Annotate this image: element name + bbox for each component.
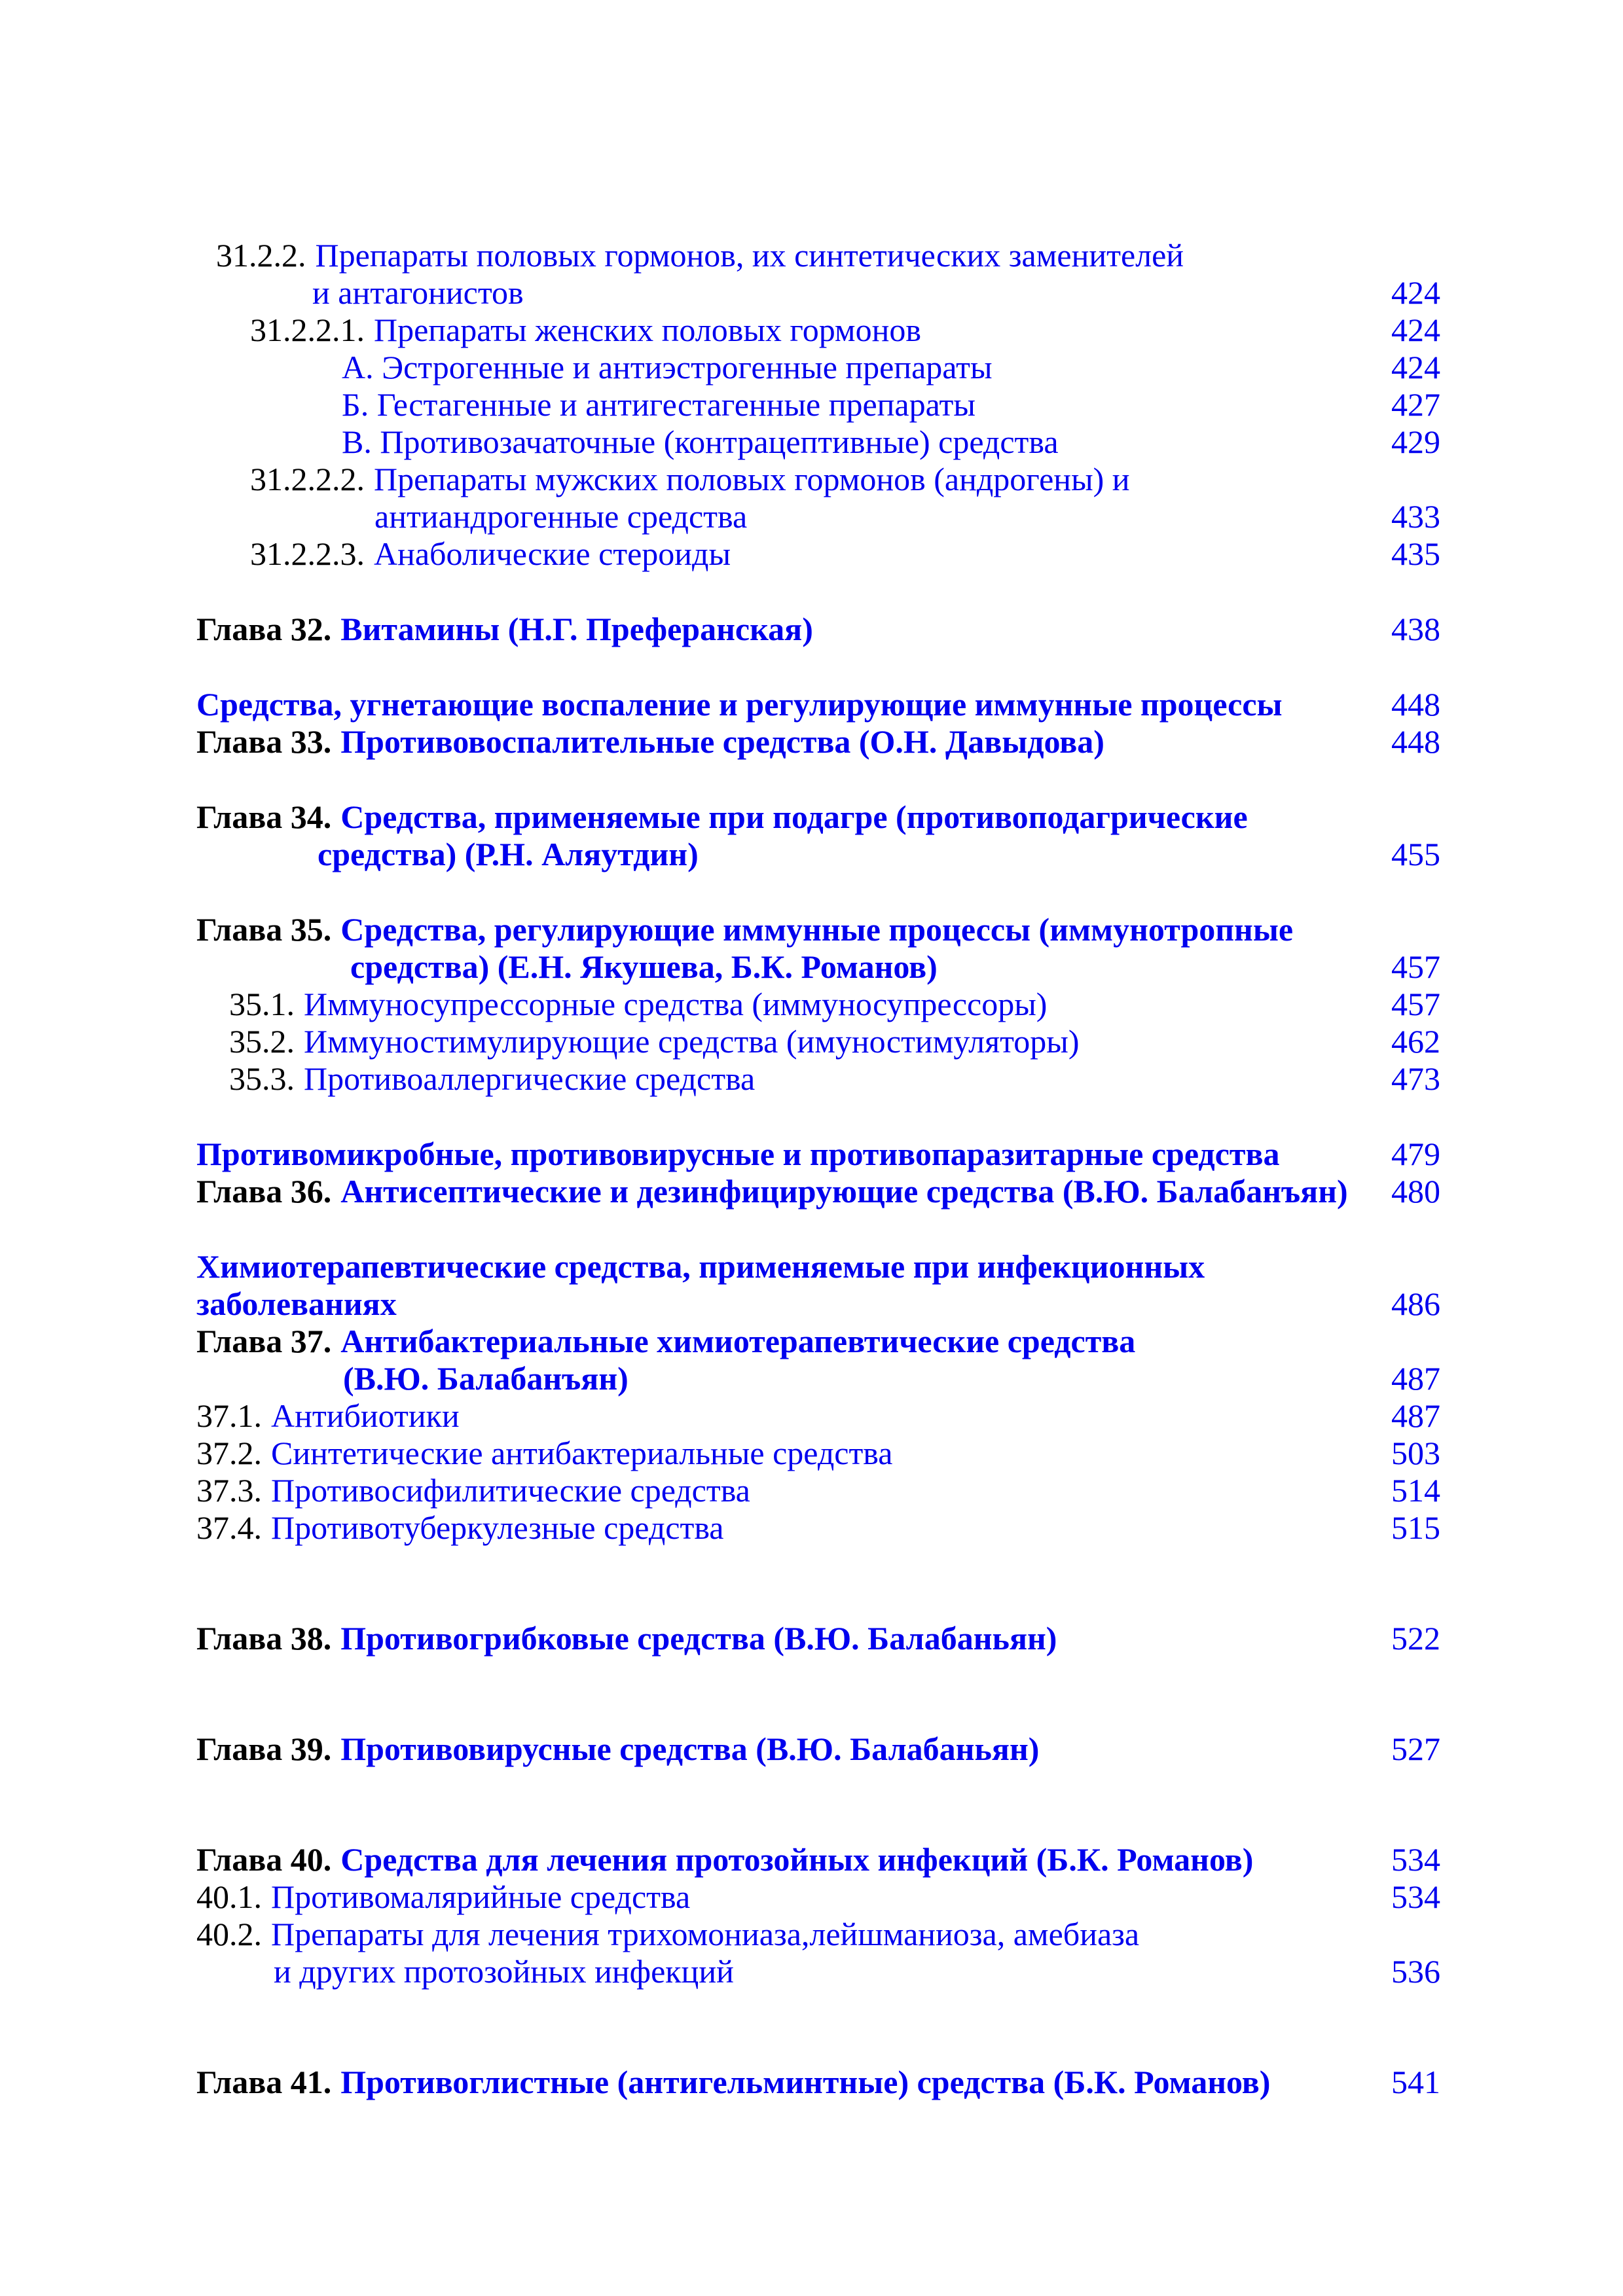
row-title: Препараты мужских половых гормонов (андрогены) и bbox=[374, 461, 1130, 497]
row-page-number: 515 bbox=[1391, 1509, 1440, 1546]
toc-row bbox=[196, 1841, 1440, 1878]
toc-row bbox=[196, 1731, 1440, 1768]
toc-row bbox=[196, 274, 1440, 312]
row-entry bbox=[196, 1397, 1391, 1435]
toc-row bbox=[196, 423, 1440, 461]
row-entry bbox=[196, 1916, 1440, 1953]
row-page-number: 503 bbox=[1391, 1435, 1440, 1471]
row-title: Противогрибковые средства (В.Ю. Балабаньян) bbox=[340, 1620, 1057, 1657]
toc-row bbox=[196, 1472, 1440, 1509]
toc-row bbox=[196, 2064, 1440, 2101]
row-number-prefix: Глава 38. bbox=[196, 1620, 332, 1657]
row-entry bbox=[196, 2064, 1391, 2101]
row-title: (В.Ю. Балабанъян) bbox=[343, 1360, 629, 1397]
row-page-number: 480 bbox=[1391, 1173, 1440, 1210]
toc-row bbox=[196, 1248, 1440, 1285]
toc-row bbox=[196, 461, 1440, 498]
row-title: Противоаллергические средства bbox=[304, 1060, 756, 1097]
row-title: Противомалярийные средства bbox=[271, 1878, 691, 1915]
row-page-number: 534 bbox=[1391, 1841, 1440, 1878]
toc-row bbox=[196, 948, 1440, 986]
row-entry bbox=[196, 1509, 1391, 1547]
row-page-number: 435 bbox=[1391, 535, 1440, 572]
row-page-number: 427 bbox=[1391, 386, 1440, 423]
row-title: антиандрогенные средства bbox=[374, 498, 748, 535]
row-title: Средства, применяемые при подагре (противоподагрические bbox=[340, 798, 1248, 835]
row-title: и других протозойных инфекций bbox=[274, 1953, 734, 1990]
toc-row bbox=[196, 911, 1440, 948]
row-page-number: 433 bbox=[1391, 498, 1440, 535]
row-entry bbox=[196, 1731, 1391, 1768]
row-page-number: 424 bbox=[1391, 312, 1440, 348]
row-page-number: 457 bbox=[1391, 948, 1440, 985]
row-title: Средства, регулирующие иммунные процессы (иммунотропные bbox=[340, 911, 1294, 948]
row-title: Препараты половых гормонов, их синтетических заменителей bbox=[315, 237, 1184, 274]
row-title: В. Противозачаточные (контрацептивные) средства bbox=[342, 423, 1059, 460]
row-title: Препараты женских половых гормонов bbox=[374, 312, 921, 348]
row-title: Антибактериальные химиотерапевтические средства bbox=[340, 1323, 1136, 1359]
row-page-number: 514 bbox=[1391, 1472, 1440, 1509]
row-entry bbox=[196, 1023, 1391, 1060]
row-entry bbox=[196, 1435, 1391, 1472]
row-page-number: 424 bbox=[1391, 274, 1440, 311]
row-title: Антисептические и дезинфицирующие средства (В.Ю. Балабанъян) bbox=[340, 1173, 1348, 1210]
row-number-prefix: 37.4. bbox=[196, 1509, 262, 1546]
row-title: Анаболические стероиды bbox=[374, 535, 731, 572]
row-number-prefix: Глава 41. bbox=[196, 2064, 332, 2100]
toc-row bbox=[196, 798, 1440, 836]
toc-row bbox=[196, 723, 1440, 761]
row-entry bbox=[196, 986, 1391, 1023]
toc-row bbox=[196, 1323, 1440, 1360]
row-entry bbox=[196, 535, 1391, 573]
row-title: Препараты для лечения трихомониаза,лейшманиоза, амебиаза bbox=[271, 1916, 1140, 1952]
row-page-number: 487 bbox=[1391, 1397, 1440, 1434]
row-entry bbox=[196, 1841, 1391, 1878]
row-number-prefix: Глава 34. bbox=[196, 798, 332, 835]
row-title: Витамины (Н.Г. Преферанская) bbox=[340, 611, 813, 647]
row-page-number: 541 bbox=[1391, 2064, 1440, 2100]
row-title: и антагонистов bbox=[312, 274, 524, 311]
toc-row bbox=[196, 1060, 1440, 1098]
row-title: Противосифилитические средства bbox=[271, 1472, 750, 1509]
row-number-prefix: Глава 39. bbox=[196, 1731, 332, 1767]
toc-row bbox=[196, 1285, 1440, 1323]
row-page-number: 448 bbox=[1391, 723, 1440, 760]
row-title: Антибиотики bbox=[271, 1397, 460, 1434]
row-page-number: 522 bbox=[1391, 1620, 1440, 1657]
row-entry bbox=[196, 798, 1440, 836]
row-page-number: 536 bbox=[1391, 1953, 1440, 1990]
toc-row bbox=[196, 836, 1440, 873]
row-entry bbox=[196, 349, 1391, 386]
row-entry bbox=[196, 1620, 1391, 1657]
row-number-prefix: Глава 32. bbox=[196, 611, 332, 647]
row-entry bbox=[196, 274, 1391, 312]
row-title: Иммуностимулирующие средства (имуностимуляторы) bbox=[304, 1023, 1080, 1060]
row-title: Противомикробные, противовирусные и противопаразитарные средства bbox=[196, 1136, 1280, 1172]
row-entry bbox=[196, 461, 1440, 498]
row-title: Противотуберкулезные средства bbox=[271, 1509, 724, 1546]
row-page-number: 487 bbox=[1391, 1360, 1440, 1397]
toc-row bbox=[196, 535, 1440, 573]
row-page-number: 424 bbox=[1391, 349, 1440, 386]
row-page-number: 455 bbox=[1391, 836, 1440, 872]
toc-row bbox=[196, 1397, 1440, 1435]
row-title: А. Эстрогенные и антиэстрогенные препараты bbox=[342, 349, 993, 386]
row-title: Противовирусные средства (В.Ю. Балабаньян) bbox=[340, 1731, 1040, 1767]
toc-row bbox=[196, 611, 1440, 648]
row-entry bbox=[196, 1360, 1391, 1397]
row-entry bbox=[196, 1953, 1391, 1990]
row-number-prefix: 31.2.2.2. bbox=[250, 461, 365, 497]
row-entry bbox=[196, 1060, 1391, 1098]
row-number-prefix: 35.3. bbox=[229, 1060, 295, 1097]
row-entry bbox=[196, 423, 1391, 461]
row-title: заболеваниях bbox=[196, 1285, 397, 1322]
toc-row bbox=[196, 349, 1440, 386]
row-number-prefix: Глава 35. bbox=[196, 911, 332, 948]
row-title: Средства, угнетающие воспаление и регулирующие иммунные процессы bbox=[196, 686, 1283, 723]
toc-row bbox=[196, 1360, 1440, 1397]
row-entry bbox=[196, 611, 1391, 648]
toc-row bbox=[196, 498, 1440, 535]
row-entry bbox=[196, 1472, 1391, 1509]
row-entry bbox=[196, 312, 1391, 349]
row-number-prefix: Глава 33. bbox=[196, 723, 332, 760]
row-number-prefix: 40.2. bbox=[196, 1916, 262, 1952]
toc-row bbox=[196, 312, 1440, 349]
row-number-prefix: 37.2. bbox=[196, 1435, 262, 1471]
row-entry bbox=[196, 686, 1391, 723]
row-number-prefix: Глава 40. bbox=[196, 1841, 332, 1878]
row-page-number: 462 bbox=[1391, 1023, 1440, 1060]
row-entry bbox=[196, 723, 1391, 761]
row-entry bbox=[196, 1173, 1391, 1210]
row-number-prefix: 31.2.2.1. bbox=[250, 312, 365, 348]
row-entry bbox=[196, 1878, 1391, 1916]
row-page-number: 534 bbox=[1391, 1878, 1440, 1915]
row-page-number: 479 bbox=[1391, 1136, 1440, 1172]
row-number-prefix: 31.2.2.3. bbox=[250, 535, 365, 572]
row-title: Химиотерапевтические средства, применяемые при инфекционных bbox=[196, 1248, 1205, 1285]
row-number-prefix: 37.3. bbox=[196, 1472, 262, 1509]
row-title: Противоглистные (антигельминтные) средства (Б.К. Романов) bbox=[340, 2064, 1271, 2100]
row-number-prefix: 40.1. bbox=[196, 1878, 262, 1915]
row-page-number: 457 bbox=[1391, 986, 1440, 1022]
row-page-number: 438 bbox=[1391, 611, 1440, 647]
toc-row bbox=[196, 1953, 1440, 1990]
toc-row bbox=[196, 1435, 1440, 1472]
toc-row bbox=[196, 386, 1440, 423]
toc-row bbox=[196, 986, 1440, 1023]
toc-row bbox=[196, 1878, 1440, 1916]
row-entry bbox=[196, 911, 1440, 948]
row-title: Средства для лечения протозойных инфекций (Б.К. Романов) bbox=[340, 1841, 1254, 1878]
toc-row bbox=[196, 1509, 1440, 1547]
row-entry bbox=[196, 386, 1391, 423]
row-page-number: 527 bbox=[1391, 1731, 1440, 1767]
row-number-prefix: 31.2.2. bbox=[216, 237, 306, 274]
row-entry bbox=[196, 948, 1391, 986]
row-entry bbox=[196, 836, 1391, 873]
row-page-number: 448 bbox=[1391, 686, 1440, 723]
toc-row bbox=[196, 1173, 1440, 1210]
row-page-number: 429 bbox=[1391, 423, 1440, 460]
row-entry bbox=[196, 1285, 1391, 1323]
row-number-prefix: Глава 37. bbox=[196, 1323, 332, 1359]
toc-row bbox=[196, 1916, 1440, 1953]
row-number-prefix: 37.1. bbox=[196, 1397, 262, 1434]
row-title: средства) (Р.Н. Аляутдин) bbox=[318, 836, 699, 872]
row-entry bbox=[196, 1323, 1440, 1360]
row-title: Противовоспалительные средства (О.Н. Давыдова) bbox=[340, 723, 1104, 760]
row-entry bbox=[196, 237, 1440, 274]
row-number-prefix: 35.1. bbox=[229, 986, 295, 1022]
row-title: Б. Гестагенные и антигестагенные препараты bbox=[342, 386, 976, 423]
row-number-prefix: Глава 36. bbox=[196, 1173, 332, 1210]
toc-row bbox=[196, 686, 1440, 723]
row-title: средства) (Е.Н. Якушева, Б.К. Романов) bbox=[350, 948, 938, 985]
row-entry bbox=[196, 1136, 1391, 1173]
toc-row bbox=[196, 1136, 1440, 1173]
row-title: Синтетические антибактериальные средства bbox=[271, 1435, 893, 1471]
row-page-number: 486 bbox=[1391, 1285, 1440, 1322]
toc-row bbox=[196, 237, 1440, 274]
row-number-prefix: 35.2. bbox=[229, 1023, 295, 1060]
toc-list bbox=[196, 237, 1440, 2101]
row-page-number: 473 bbox=[1391, 1060, 1440, 1097]
toc-row bbox=[196, 1620, 1440, 1657]
row-entry bbox=[196, 498, 1391, 535]
row-entry bbox=[196, 1248, 1440, 1285]
row-title: Иммуносупрессорные средства (иммуносупрессоры) bbox=[304, 986, 1048, 1022]
toc-row bbox=[196, 1023, 1440, 1060]
